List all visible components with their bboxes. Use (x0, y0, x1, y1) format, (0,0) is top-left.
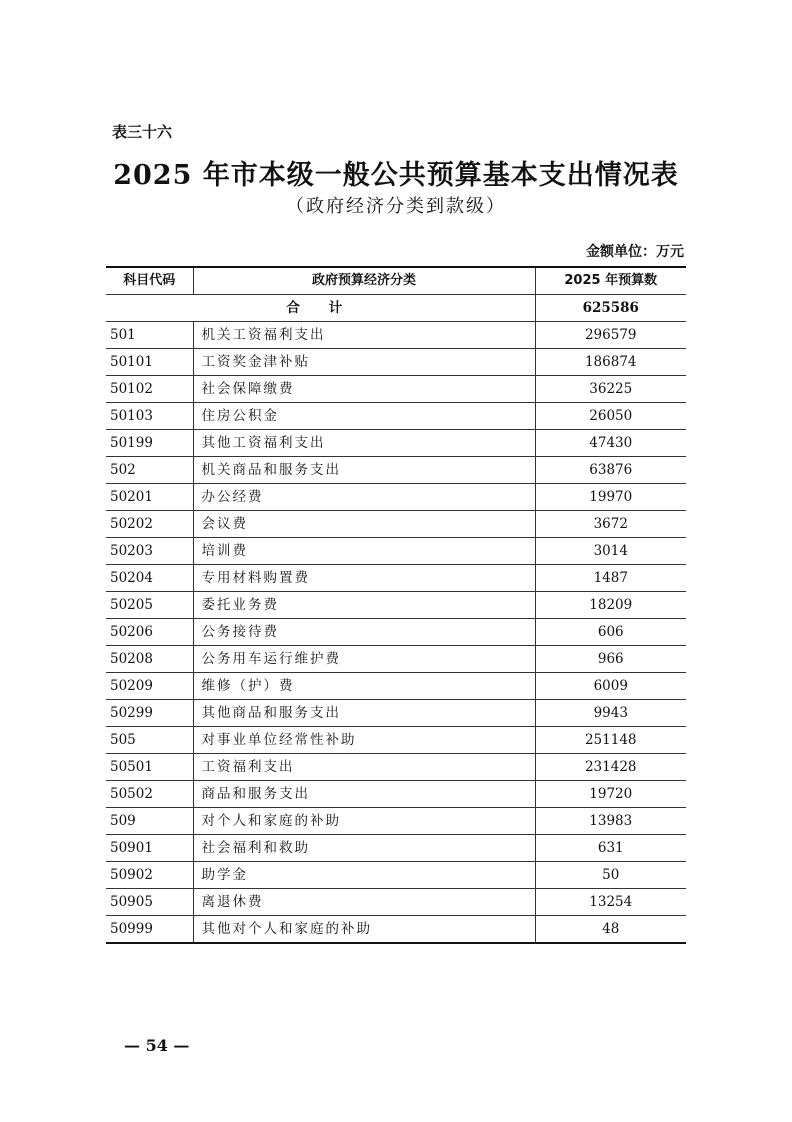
column-header-amount: 2025 年预算数 (535, 267, 686, 295)
row-name: 对事业单位经常性补助 (193, 727, 535, 754)
page-title: 2025 年市本级一般公共预算基本支出情况表 (113, 160, 679, 191)
row-amount: 36225 (535, 376, 686, 403)
row-code: 50901 (106, 835, 193, 862)
table-row (106, 403, 686, 430)
budget-table (106, 266, 686, 944)
total-amount: 625586 (535, 295, 686, 322)
table-row (106, 619, 686, 646)
page-subtitle: （政府经济分类到款级） (286, 196, 506, 217)
row-code: 50203 (106, 538, 193, 565)
row-code: 50902 (106, 862, 193, 889)
row-amount: 186874 (535, 349, 686, 376)
column-header-category: 政府预算经济分类 (193, 267, 535, 295)
table-row (106, 484, 686, 511)
row-name: 专用材料购置费 (193, 565, 535, 592)
row-name: 培训费 (193, 538, 535, 565)
table-row (106, 889, 686, 916)
table-header-row (106, 267, 686, 295)
table-row (106, 862, 686, 889)
table-row (106, 592, 686, 619)
row-amount: 19720 (535, 781, 686, 808)
row-amount: 9943 (535, 700, 686, 727)
row-name: 工资福利支出 (193, 754, 535, 781)
row-name: 商品和服务支出 (193, 781, 535, 808)
table-row (106, 916, 686, 944)
row-amount: 631 (535, 835, 686, 862)
row-name: 其他工资福利支出 (193, 430, 535, 457)
row-code: 50204 (106, 565, 193, 592)
table-row (106, 835, 686, 862)
row-code: 509 (106, 808, 193, 835)
row-amount: 26050 (535, 403, 686, 430)
row-code: 50209 (106, 673, 193, 700)
row-name: 住房公积金 (193, 403, 535, 430)
row-amount: 606 (535, 619, 686, 646)
row-code: 50201 (106, 484, 193, 511)
table-label: 表三十六 (112, 123, 173, 141)
row-code: 50205 (106, 592, 193, 619)
row-amount: 63876 (535, 457, 686, 484)
table-row (106, 349, 686, 376)
unit-label: 金额单位：万元 (586, 244, 684, 260)
row-code: 505 (106, 727, 193, 754)
table-row (106, 727, 686, 754)
row-amount: 47430 (535, 430, 686, 457)
row-name: 工资奖金津补贴 (193, 349, 535, 376)
row-amount: 3672 (535, 511, 686, 538)
row-name: 社会福利和救助 (193, 835, 535, 862)
row-name: 机关工资福利支出 (193, 322, 535, 349)
row-amount: 13254 (535, 889, 686, 916)
table-row (106, 376, 686, 403)
table-row (106, 754, 686, 781)
row-name: 会议费 (193, 511, 535, 538)
table-row (106, 565, 686, 592)
row-code: 50299 (106, 700, 193, 727)
row-name: 助学金 (193, 862, 535, 889)
table-row (106, 538, 686, 565)
row-code: 502 (106, 457, 193, 484)
row-amount: 251148 (535, 727, 686, 754)
row-code: 50502 (106, 781, 193, 808)
row-amount: 19970 (535, 484, 686, 511)
row-code: 501 (106, 322, 193, 349)
row-amount: 966 (535, 646, 686, 673)
row-amount: 18209 (535, 592, 686, 619)
row-code: 50101 (106, 349, 193, 376)
row-name: 其他对个人和家庭的补助 (193, 916, 535, 944)
table-row (106, 457, 686, 484)
row-code: 50501 (106, 754, 193, 781)
row-amount: 1487 (535, 565, 686, 592)
total-row (106, 295, 686, 322)
table-row (106, 511, 686, 538)
row-amount: 50 (535, 862, 686, 889)
column-header-code: 科目代码 (106, 267, 193, 295)
table-row (106, 808, 686, 835)
row-name: 其他商品和服务支出 (193, 700, 535, 727)
row-name: 公务接待费 (193, 619, 535, 646)
row-code: 50103 (106, 403, 193, 430)
row-amount: 296579 (535, 322, 686, 349)
row-name: 委托业务费 (193, 592, 535, 619)
total-label: 合 计 (106, 295, 535, 322)
row-name: 社会保障缴费 (193, 376, 535, 403)
row-amount: 231428 (535, 754, 686, 781)
row-code: 50199 (106, 430, 193, 457)
table-row (106, 322, 686, 349)
table-row (106, 781, 686, 808)
row-name: 公务用车运行维护费 (193, 646, 535, 673)
row-code: 50208 (106, 646, 193, 673)
table-row (106, 430, 686, 457)
row-name: 离退休费 (193, 889, 535, 916)
row-amount: 6009 (535, 673, 686, 700)
row-code: 50202 (106, 511, 193, 538)
row-amount: 3014 (535, 538, 686, 565)
row-code: 50999 (106, 916, 193, 944)
row-code: 50102 (106, 376, 193, 403)
table-row (106, 673, 686, 700)
row-name: 维修（护）费 (193, 673, 535, 700)
row-name: 机关商品和服务支出 (193, 457, 535, 484)
table-row (106, 646, 686, 673)
page-number: — 54 — (124, 1036, 190, 1055)
row-code: 50905 (106, 889, 193, 916)
row-name: 对个人和家庭的补助 (193, 808, 535, 835)
row-amount: 48 (535, 916, 686, 944)
row-name: 办公经费 (193, 484, 535, 511)
row-code: 50206 (106, 619, 193, 646)
table-row (106, 700, 686, 727)
row-amount: 13983 (535, 808, 686, 835)
